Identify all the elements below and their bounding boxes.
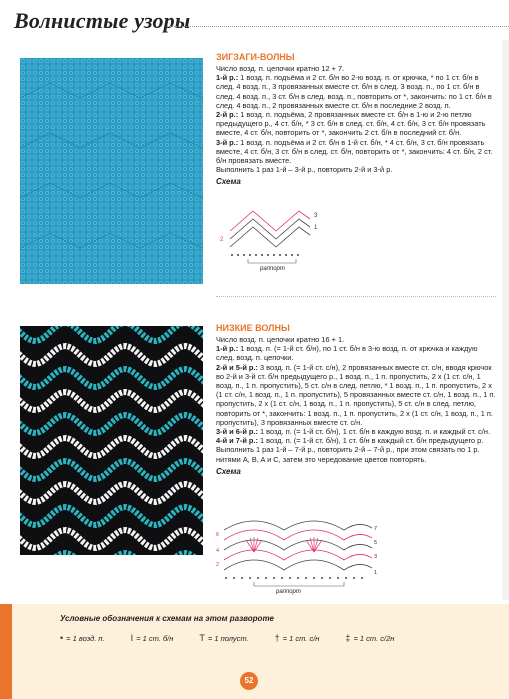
zigzag-title: ЗИГЗАГИ-ВОЛНЫ	[216, 52, 295, 62]
low-waves-label-6: 6	[216, 532, 220, 538]
title-rule	[170, 26, 509, 27]
zigzag-diagram	[218, 205, 328, 267]
low-waves-row-1: 1-й р.: 1 возд. п. (= 1-й ст. б/н), по 1 ст. б/н в 3-ю возд. п. от крючка и каждую след. возд. п. цепочки.	[216, 344, 478, 363]
low-waves-label-3: 3	[374, 554, 378, 560]
page-title: Волнистые узоры	[14, 8, 191, 33]
swatch-stripe	[20, 507, 203, 525]
low-waves-label-7: 7	[374, 526, 378, 532]
low-waves-diagram	[214, 512, 384, 592]
low-waves-row-4-7: 4-й и 7-й р.: 1 возд. п. (= 1-й ст. б/н), 1 ст. б/н в каждый ст. б/н предыдущего р.	[216, 436, 484, 446]
swatch-stripe	[20, 326, 203, 341]
chain-stitch-symbol-icon: •	[60, 633, 64, 643]
zigzag-row-3: 3-й р.: 1 возд. п. подъёма и 2 ст. б/н в 1-й ст. б/н, * 4 ст. б/н, 3 ст. б/н провязать вместе, 4 ст. б/н, 3 ст. б/н в след. ст. б/н, повторить от *, закончить: 4 ст. б/н, 2 ст. б/н провязать вместе.	[216, 137, 493, 166]
low-waves-label-5: 5	[374, 540, 378, 546]
swatch-stripe	[20, 438, 203, 456]
zigzag-section	[216, 52, 496, 187]
swatch-stripe	[20, 530, 203, 548]
legend-half-double: T = 1 полуст.	[199, 633, 249, 643]
swatch-stripe	[20, 461, 203, 479]
zigzag-diagram-label-2: 2	[220, 237, 224, 243]
low-waves-row-3-6: 3-й и 6-й р.: 1 возд. п. (= 1-й ст. б/н), 1 ст. б/н в каждую возд. п. и каждый ст. с/н.	[216, 427, 490, 437]
swatch-stripe	[20, 415, 203, 433]
swatch-stripe	[20, 553, 203, 555]
legend-chain-stitch: • = 1 возд. п.	[60, 633, 105, 643]
low-waves-section	[216, 323, 496, 476]
zigzag-diagram-label-3: 3	[314, 213, 318, 219]
section-separator	[216, 296, 496, 297]
zigzag-scheme-label: Схема	[216, 177, 241, 187]
treble-crochet-symbol-icon: ‡	[345, 633, 351, 643]
double-crochet-symbol-icon: †	[274, 633, 280, 643]
swatch-stripe	[20, 484, 203, 502]
half-double-symbol-icon: T	[199, 633, 205, 643]
zigzag-swatch-photo	[20, 58, 203, 284]
zigzag-row-1: 1-й р.: 1 возд. п. подъёма и 2 ст. б/н во 2-ю возд. п. от крючка, * по 1 ст. б/н в след. 4 возд. п., 3 провязанных вместе ст. б/н в след. 3 возд. п., по 1 ст. б/н в след. 4 возд. п., 3 ст. б/н в след. возд. п., повторить от *, закончить: по 1 ст. б/н в след. 4 возд. п., 2 провязанных вместе ст. б/н в последние 2 возд. п.	[216, 73, 492, 110]
right-margin-strip	[502, 40, 509, 600]
low-waves-scheme-label: Схема	[216, 466, 241, 476]
zigzag-repeat: Выполнить 1 раз 1-й – 3-й р., повторить 2-й и 3-й р.	[216, 165, 393, 175]
legend-single-crochet: I = 1 ст. б/н	[130, 633, 174, 643]
legend-treble-crochet: ‡ = 1 ст. с/2н	[345, 633, 395, 643]
low-waves-title: НИЗКИЕ ВОЛНЫ	[216, 323, 290, 333]
zigzag-row-2: 2-й р.: 1 возд. п. подъёма, 2 провязанных вместе ст. б/н в 1-ю и 2-ю петлю предыдущего р., 4 ст. б/н, * 3 ст. б/н в след. ст. б/н, 4 ст. б/н, 3 ст. б/н провязать вместе, 4 ст. б/н, повторить от *, закончить 2 ст. б/н в последний ст. б/н.	[216, 110, 486, 138]
swatch-stripe	[20, 369, 203, 387]
zigzag-diagram-label-1: 1	[314, 225, 318, 231]
low-waves-repeat: Выполнить 1 раз 1-й – 7-й р., повторить 2-й – 7-й р., при этом связать по 1 р. нитями A, B, A и C, затем это чередование цветов повторять.	[216, 445, 480, 464]
low-waves-row-2-5: 2-й и 5-й р.: 3 возд. п. (= 1-й ст. с/н), 2 провязанных вместе ст. с/н, вводя крючок во 2-й и 3-й ст. б/н предыдущего р., 1 возд. п., 1 п. пропустить, 2 х (1 ст. с/н, 1 возд. п., 1 п. пропустить), 5 ст. с/н в след. петлю, * 1 возд. п., 1 п. пропустить, 2 х (1 ст. с/н, 1 возд. п., 1 п. пропустить), 5 провязанных вместе ст. с/н, 1 возд. п., 1 п. пропустить, 2 х (1 ст. с/н, 1 возд. п., 1 п. пропустить), 5 ст. с/н в след. петлю, повторить от *, закончить: 1 возд. п., 1 п. пропустить, 2 х (1 ст. с/н, 1 возд. п., 1 п. пропустить), 3 провязанных вместе ст. с/н.	[216, 362, 496, 427]
low-waves-cast-on: Число возд. п. цепочки кратно 16 + 1.	[216, 335, 345, 344]
legend-title: Условные обозначения к схемам на этом развороте	[60, 614, 274, 623]
legend-accent-bar	[0, 604, 12, 699]
single-crochet-symbol-icon: I	[130, 633, 134, 643]
swatch-stripe	[20, 392, 203, 410]
low-waves-label-1: 1	[374, 570, 378, 576]
legend-double-crochet: † = 1 ст. с/н	[274, 633, 320, 643]
low-waves-label-4: 4	[216, 548, 220, 554]
low-waves-label-2: 2	[216, 562, 220, 568]
zigzag-rapport-label: раппорт	[260, 266, 285, 272]
swatch-stripe	[20, 346, 203, 364]
legend-items	[60, 633, 394, 643]
zigzag-cast-on: Число возд. п. цепочки кратно 12 + 7.	[216, 64, 345, 73]
page-number: 52	[240, 672, 258, 690]
low-waves-rapport-label: раппорт	[276, 589, 301, 595]
low-waves-swatch-photo	[20, 326, 203, 555]
